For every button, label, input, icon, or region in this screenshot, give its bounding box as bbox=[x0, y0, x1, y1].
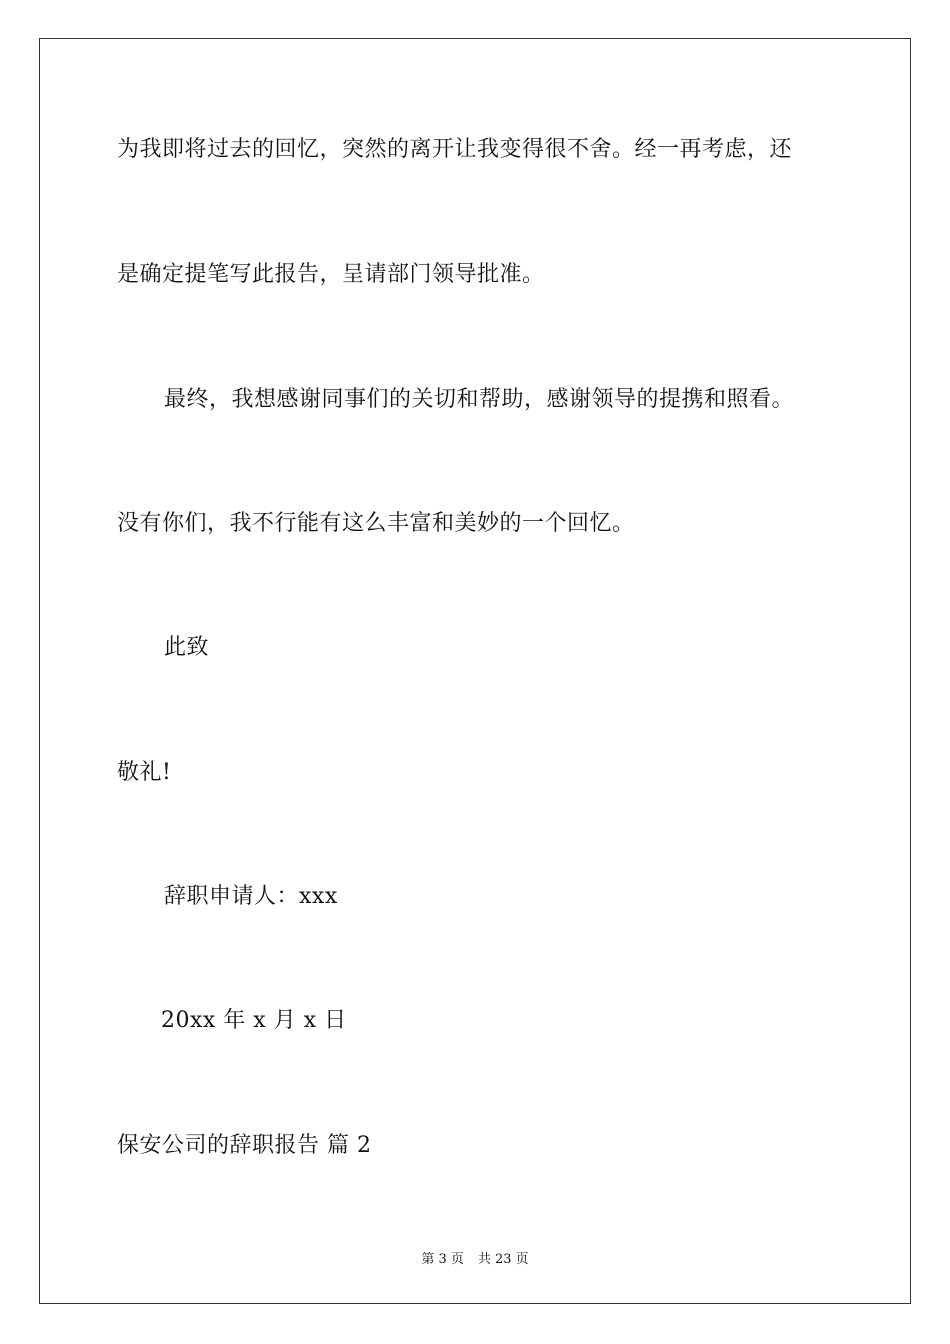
signature-applicant: 辞职申请人：xxx bbox=[164, 884, 338, 909]
paragraph-line-2: 是确定提笔写此报告，呈请部门领导批准。 bbox=[117, 262, 545, 287]
page-number: 第 3 页 bbox=[421, 1252, 464, 1267]
page-total: 共 23 页 bbox=[477, 1252, 529, 1267]
section-heading: 保安公司的辞职报告 篇 2 bbox=[117, 1133, 372, 1158]
closing-salutation: 此致 bbox=[164, 635, 210, 660]
paragraph-line-3: 最终，我想感谢同事们的关切和帮助，感谢领导的提携和照看。 bbox=[164, 387, 795, 412]
signature-date: 20xx 年 x 月 x 日 bbox=[161, 1008, 347, 1033]
page-footer bbox=[0, 1248, 950, 1267]
paragraph-line-1: 为我即将过去的回忆，突然的离开让我变得很不舍。经一再考虑，还 bbox=[117, 137, 793, 162]
paragraph-line-4: 没有你们，我不行能有这么丰富和美妙的一个回忆。 bbox=[117, 511, 635, 536]
closing-regards: 敬礼! bbox=[117, 760, 172, 785]
page-border bbox=[39, 38, 911, 1304]
